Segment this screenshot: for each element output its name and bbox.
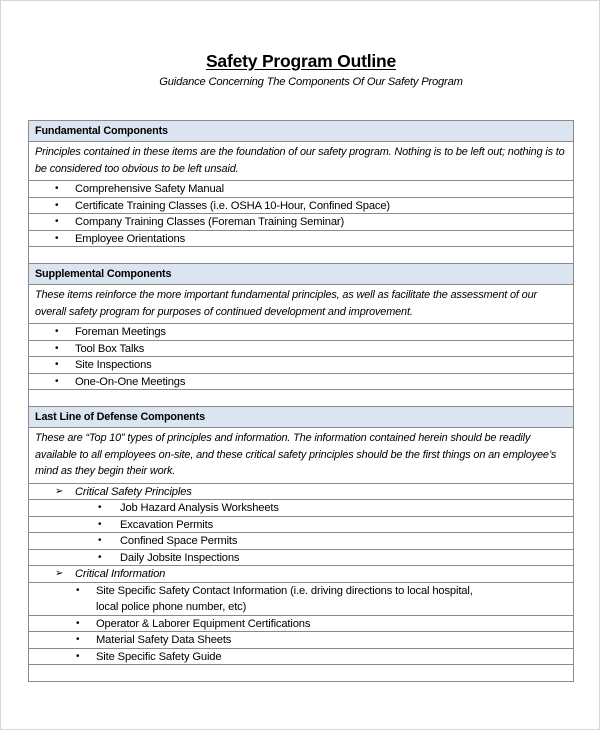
list-item-text: Employee Orientations xyxy=(75,232,186,245)
list-item-text: Material Safety Data Sheets xyxy=(96,634,232,646)
outline-table xyxy=(28,120,574,682)
bullet-icon: • xyxy=(55,183,59,194)
list-item xyxy=(29,550,573,567)
section-description-supplemental: These items reinforce the more important fundamental principles, as well as facilitate the assessment of our overall safety program for purposes of continued development and improvement. xyxy=(29,285,573,324)
arrow-bullet-icon: ➢ xyxy=(55,485,64,497)
spacer-row xyxy=(29,390,573,407)
bullet-icon: • xyxy=(55,326,59,337)
list-item xyxy=(29,616,573,633)
list-item xyxy=(29,583,573,616)
list-item xyxy=(29,341,573,358)
bullet-icon: • xyxy=(98,551,102,563)
list-item xyxy=(29,198,573,215)
list-item-text: Site Inspections xyxy=(75,359,152,371)
bullet-icon: • xyxy=(98,535,102,546)
list-item xyxy=(29,374,573,391)
bullet-icon: • xyxy=(55,232,59,244)
list-item-text: Company Training Classes (Foreman Training Seminar) xyxy=(75,216,345,228)
list-item-text: Site Specific Safety Guide xyxy=(96,650,222,663)
group-heading-critical-information xyxy=(29,566,573,583)
section-heading-last-line-of-defense: Last Line of Defense Components xyxy=(29,407,573,428)
bullet-icon: • xyxy=(76,650,80,662)
bullet-icon: • xyxy=(76,634,80,645)
section-heading-fundamental: Fundamental Components xyxy=(29,121,573,142)
list-item-text: Daily Jobsite Inspections xyxy=(120,551,240,564)
bullet-icon: • xyxy=(76,584,80,596)
list-item xyxy=(29,181,573,198)
bullet-icon: • xyxy=(55,199,59,211)
list-item-text: Site Specific Safety Contact Information (i.e. driving directions to local hospital, local police phone number, etc) xyxy=(96,584,473,613)
section-heading-supplemental: Supplemental Components xyxy=(29,264,573,285)
list-item-text: One-On-One Meetings xyxy=(75,375,186,388)
bullet-icon: • xyxy=(55,216,59,227)
bullet-icon: • xyxy=(98,518,102,530)
list-item-text: Operator & Laborer Equipment Certifications xyxy=(96,617,311,630)
group-label: Critical Information xyxy=(75,568,166,580)
list-item xyxy=(29,231,573,248)
list-item xyxy=(29,357,573,374)
bullet-icon: • xyxy=(55,375,59,387)
list-item-text: Comprehensive Safety Manual xyxy=(75,183,224,195)
spacer-row xyxy=(29,247,573,264)
arrow-bullet-icon: ➢ xyxy=(55,568,64,579)
bullet-icon: • xyxy=(55,342,59,354)
list-item xyxy=(29,649,573,666)
bullet-icon: • xyxy=(55,359,59,370)
list-item-text: Job Hazard Analysis Worksheets xyxy=(120,502,279,514)
bullet-icon: • xyxy=(76,617,80,629)
document-subtitle: Guidance Concerning The Components Of Our Safety Program xyxy=(159,76,463,88)
spacer-row xyxy=(29,665,573,682)
list-item xyxy=(29,632,573,649)
section-description-last-line-of-defense: These are “Top 10” types of principles and information. The information contained herein should be readily available to all employees on-site, and these critical safety principles should be the first things on an employee’s mind as they begin their work. xyxy=(29,428,573,484)
list-item-text: Confined Space Permits xyxy=(120,535,238,547)
document-title: Safety Program Outline xyxy=(205,51,397,71)
list-item-text: Excavation Permits xyxy=(120,518,214,531)
list-item xyxy=(29,324,573,341)
group-heading-critical-safety-principles xyxy=(29,484,573,501)
list-item xyxy=(29,500,573,517)
group-label: Critical Safety Principles xyxy=(75,485,192,498)
section-description-fundamental: Principles contained in these items are the foundation of our safety program. Nothing is to be left out; nothing is to be considered too obvious to be left unsaid. xyxy=(29,142,573,181)
list-item-text: Foreman Meetings xyxy=(75,326,166,338)
list-item-text: Tool Box Talks xyxy=(75,342,145,355)
bullet-icon: • xyxy=(98,502,102,513)
list-item-text: Certificate Training Classes (i.e. OSHA 10-Hour, Confined Space) xyxy=(75,199,390,212)
list-item xyxy=(29,214,573,231)
list-item xyxy=(29,533,573,550)
list-item xyxy=(29,517,573,534)
